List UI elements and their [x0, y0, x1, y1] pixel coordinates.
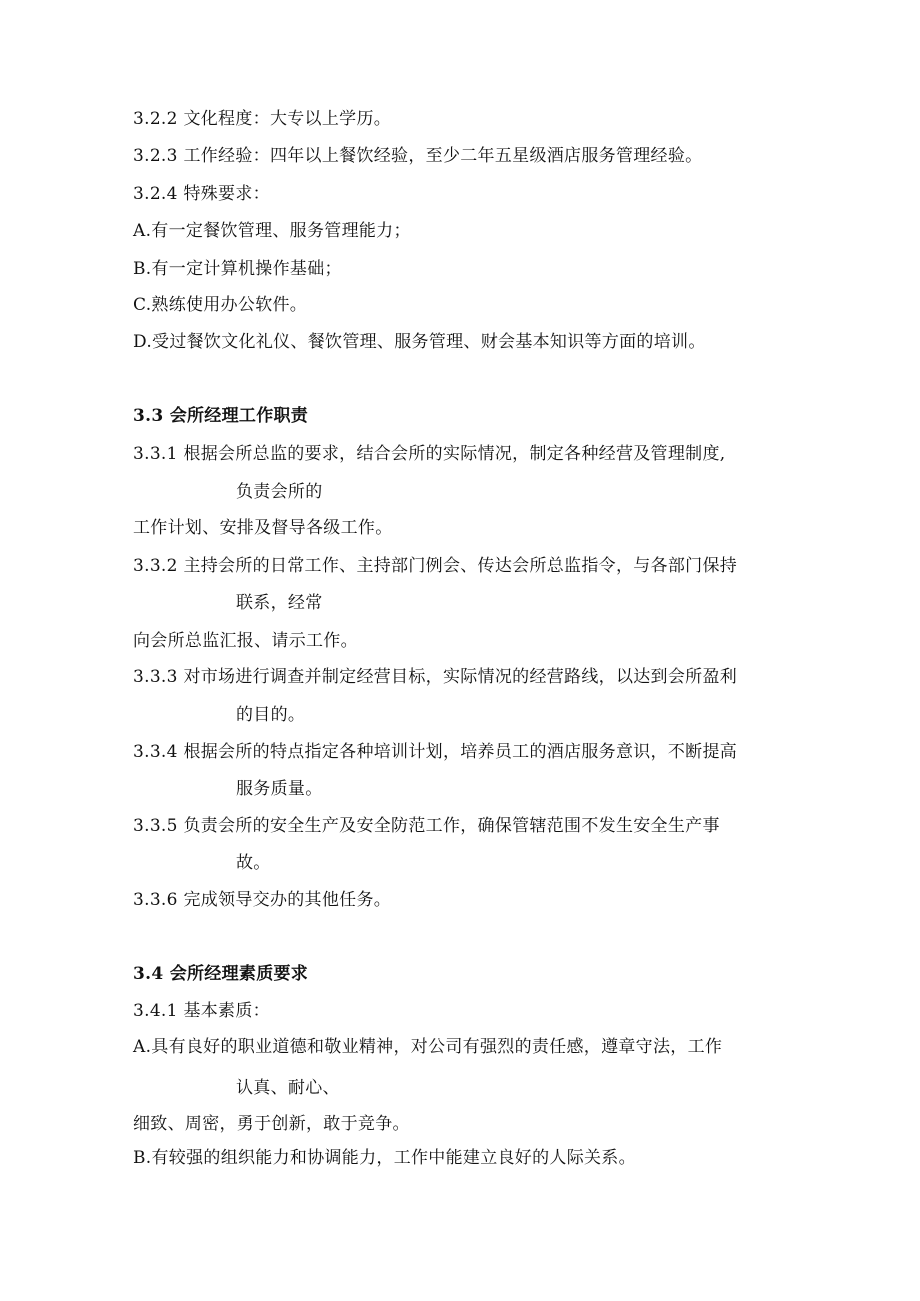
- section-heading-3-4: 3.4 会所经理素质要求: [133, 964, 309, 984]
- text-line-3-3-4-cont: 服务质量。: [236, 779, 323, 799]
- text-line-3-2-2: 3.2.2 文化程度：大专以上学历。: [133, 109, 392, 129]
- text-line-3-3-5-cont: 故。: [236, 853, 271, 873]
- text-line-item-a: A.有一定餐饮管理、服务管理能力；: [133, 221, 411, 241]
- text-line-3-3-4: 3.3.4 根据会所的特点指定各种培训计划，培养员工的酒店服务意识，不断提高: [133, 742, 738, 762]
- section-heading-3-3: 3.3 会所经理工作职责: [133, 406, 309, 426]
- text-line-3-2-3: 3.2.3 工作经验：四年以上餐饮经验，至少二年五星级酒店服务管理经验。: [133, 146, 703, 166]
- text-line-3-3-6: 3.3.6 完成领导交办的其他任务。: [133, 890, 392, 910]
- text-line-item-b: B.有一定计算机操作基础；: [133, 259, 342, 279]
- text-line-3-3-5: 3.3.5 负责会所的安全生产及安全防范工作，确保管辖范围不发生安全生产事: [133, 816, 720, 836]
- text-line-3-3-2-tail: 向会所总监汇报、请示工作。: [133, 631, 358, 651]
- text-line-3-3-3: 3.3.3 对市场进行调查并制定经营目标，实际情况的经营路线，以达到会所盈利: [133, 667, 738, 687]
- text-line-3-3-3-cont: 的目的。: [236, 705, 306, 725]
- text-line-basic-a-tail: 细致、周密，勇于创新，敢于竞争。: [133, 1114, 410, 1134]
- text-line-item-c: C.熟练使用办公软件。: [133, 295, 308, 315]
- text-line-3-3-1: 3.3.1 根据会所总监的要求，结合会所的实际情况，制定各种经营及管理制度,: [133, 444, 726, 464]
- text-line-3-3-1-tail: 工作计划、安排及督导各级工作。: [133, 518, 393, 538]
- text-line-basic-b: B.有较强的组织能力和协调能力，工作中能建立良好的人际关系。: [133, 1148, 636, 1168]
- text-line-3-4-1: 3.4.1 基本素质：: [133, 1001, 270, 1021]
- text-line-3-2-4: 3.2.4 特殊要求：: [133, 184, 270, 204]
- text-line-3-3-2-cont: 联系，经常: [236, 593, 323, 613]
- text-line-3-3-1-cont: 负责会所的: [236, 482, 323, 502]
- text-line-basic-a: A.具有良好的职业道德和敬业精神，对公司有强烈的责任感，遵章守法，工作: [133, 1037, 723, 1057]
- text-line-item-d: D.受过餐饮文化礼仪、餐饮管理、服务管理、财会基本知识等方面的培训。: [133, 332, 706, 352]
- text-line-3-3-2: 3.3.2 主持会所的日常工作、主持部门例会、传达会所总监指令，与各部门保持: [133, 556, 738, 576]
- text-line-basic-a-cont: 认真、耐心、: [236, 1078, 340, 1098]
